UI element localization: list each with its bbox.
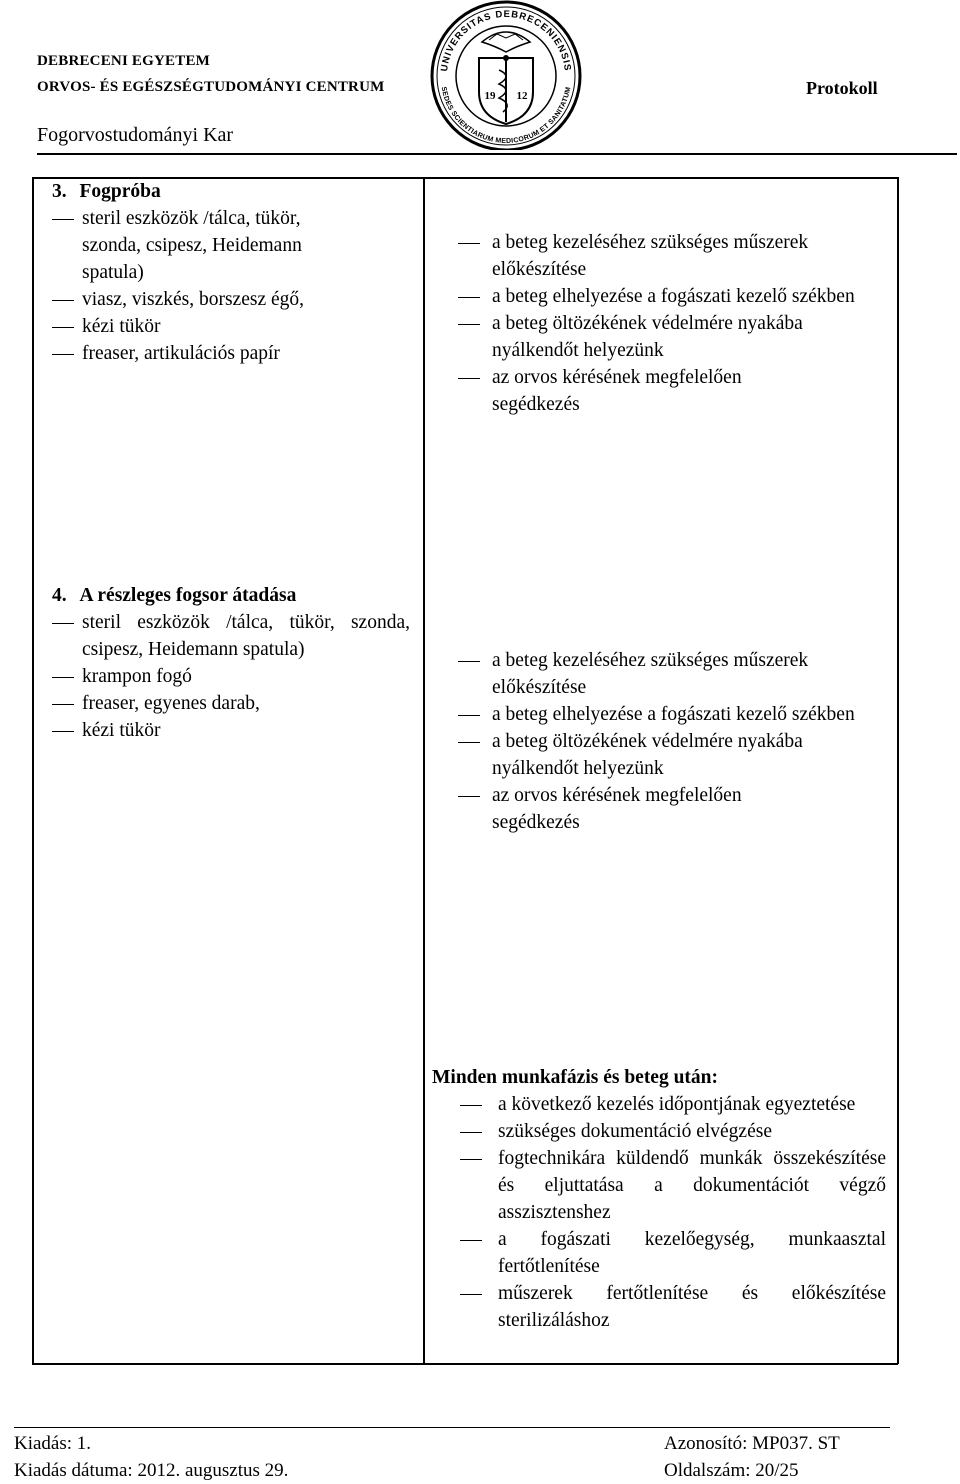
seal-bottom-text: SEDES SCIENTIARUM MEDICORUM ET SANITATUM	[439, 86, 573, 146]
list-item: a következő kezelés időpontjának egyeztetése	[432, 1091, 886, 1118]
list-item: viasz, viszkés, borszesz égő,	[52, 286, 402, 313]
dash-bullet-icon	[52, 219, 74, 220]
list-item: a beteg kezeléséhez szükséges műszerek előkészítése	[458, 229, 886, 283]
dash-bullet-icon	[458, 715, 480, 716]
section-title: A részleges fogsor átadása	[79, 585, 297, 606]
dash-bullet-icon	[460, 1240, 482, 1241]
footer-identifier: Azonosító: MP037. ST	[664, 1433, 840, 1454]
dash-bullet-icon	[458, 661, 480, 662]
section-4-heading	[52, 582, 410, 609]
dash-bullet-icon	[52, 327, 74, 328]
dash-bullet-icon	[460, 1294, 482, 1295]
section-number: 3.	[52, 181, 67, 202]
section-number: 4.	[52, 585, 67, 606]
footer-edition: Kiadás: 1.	[14, 1433, 92, 1454]
list-item: a beteg öltözékének védelmére nyakába nyálkendőt helyezünk	[458, 310, 886, 364]
list-item: steril eszközök /tálca, tükör, szonda, csipesz, Heidemann spatula)	[52, 205, 350, 286]
dash-bullet-icon	[52, 731, 74, 732]
footer-page-number: Oldalszám: 20/25	[664, 1460, 799, 1481]
university-name: DEBRECENI EGYETEM	[37, 53, 211, 69]
dash-bullet-icon	[460, 1132, 482, 1133]
dash-bullet-icon	[52, 354, 74, 355]
table-right-border	[897, 177, 899, 1364]
seal-year-left: 19	[484, 90, 496, 102]
faculty-name: Fogorvostudományi Kar	[37, 124, 234, 146]
section-3-tasks	[458, 229, 886, 418]
seal-top-text: UNIVERSITAS DEBRECENIENSIS	[439, 8, 573, 73]
dash-bullet-icon	[458, 297, 480, 298]
list-item: műszerek fertőtlenítése és előkészítése sterilizáláshoz	[432, 1280, 886, 1334]
list-item: a beteg elhelyezése a fogászati kezelő székben	[458, 283, 886, 310]
list-item: az orvos kérésének megfelelően segédkezés	[458, 782, 792, 836]
list-item: szükséges dokumentáció elvégzése	[432, 1118, 886, 1145]
list-item: kézi tükör	[52, 717, 410, 744]
section-4-tasks	[458, 647, 886, 836]
section-4-tools	[52, 582, 410, 744]
list-item: freaser, egyenes darab,	[52, 690, 410, 717]
section-3-tools	[52, 178, 402, 367]
dash-bullet-icon	[458, 742, 480, 743]
header-rule	[37, 153, 957, 155]
footer-edition-date: Kiadás dátuma: 2012. augusztus 29.	[14, 1460, 289, 1481]
list-item: krampon fogó	[52, 663, 410, 690]
dash-bullet-icon	[458, 378, 480, 379]
dash-bullet-icon	[460, 1159, 482, 1160]
list-item: az orvos kérésének megfelelően segédkezés	[458, 364, 792, 418]
dash-bullet-icon	[460, 1105, 482, 1106]
list-item: fogtechnikára küldendő munkák összekészítése és eljuttatása a dokumentációt végző asszisztenshez	[432, 1145, 886, 1226]
university-seal-logo	[427, 0, 585, 150]
after-each-block	[432, 1064, 886, 1334]
dash-bullet-icon	[52, 677, 74, 678]
doc-type: Protokoll	[806, 78, 878, 98]
dash-bullet-icon	[52, 704, 74, 705]
dash-bullet-icon	[458, 324, 480, 325]
list-item: a fogászati kezelőegység, munkaasztal fertőtlenítése	[432, 1226, 886, 1280]
footer-rule	[14, 1427, 890, 1428]
list-item: a beteg kezeléséhez szükséges műszerek előkészítése	[458, 647, 886, 701]
table-middle-border	[423, 177, 425, 1364]
section-3-heading	[52, 178, 402, 205]
list-item: a beteg öltözékének védelmére nyakába nyálkendőt helyezünk	[458, 728, 886, 782]
list-item: kézi tükör	[52, 313, 402, 340]
center-name: ORVOS- ÉS EGÉSZSÉGTUDOMÁNYI CENTRUM	[37, 79, 385, 95]
list-item: steril eszközök /tálca, tükör, szonda, csipesz, Heidemann spatula)	[52, 609, 410, 663]
seal-year-right: 12	[516, 90, 528, 102]
dash-bullet-icon	[52, 623, 74, 624]
list-item: a beteg elhelyezése a fogászati kezelő székben	[458, 701, 886, 728]
dash-bullet-icon	[458, 243, 480, 244]
section-title: Fogpróba	[79, 181, 161, 202]
list-item: freaser, artikulációs papír	[52, 340, 402, 367]
table-left-border	[32, 177, 34, 1364]
dash-bullet-icon	[458, 796, 480, 797]
dash-bullet-icon	[52, 300, 74, 301]
table-bottom-border	[32, 1363, 898, 1365]
after-each-title: Minden munkafázis és beteg után:	[432, 1067, 719, 1088]
